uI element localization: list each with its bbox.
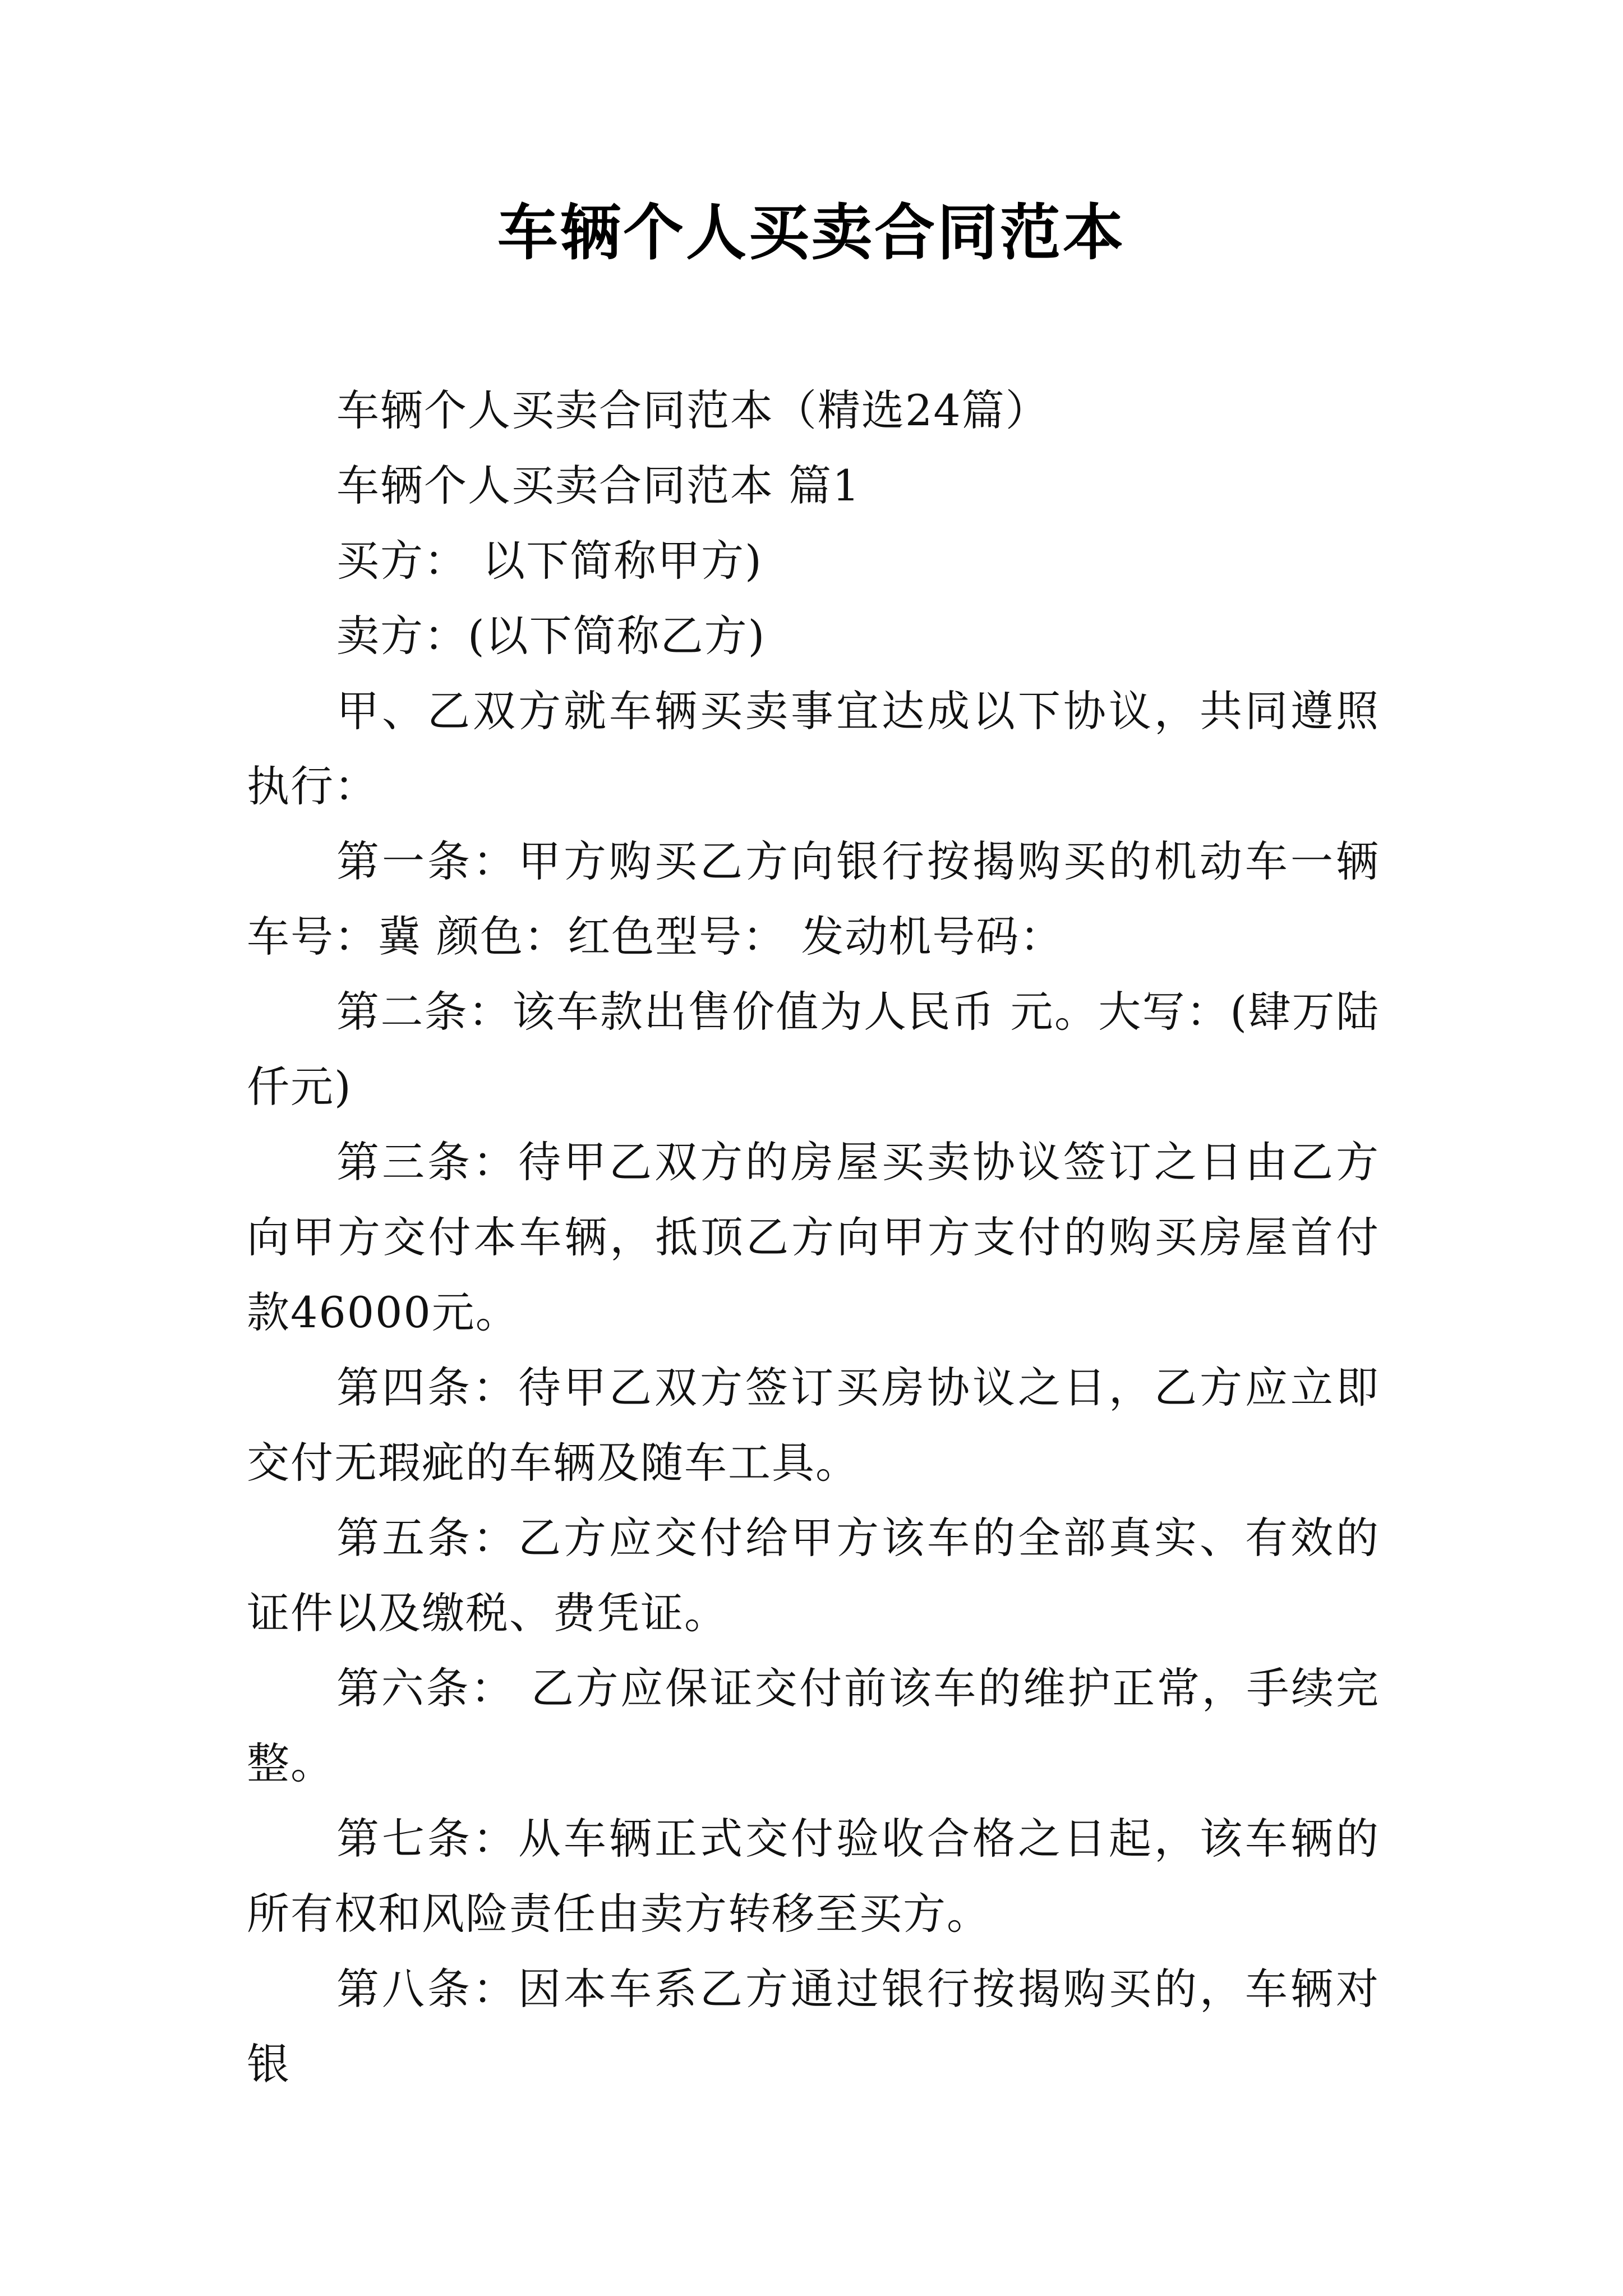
article-5-paragraph: 第五条：乙方应交付给甲方该车的全部真实、有效的证件以及缴税、费凭证。: [247, 1513, 1380, 1638]
seller-line: 卖方：(以下简称乙方): [336, 611, 766, 661]
section-heading: 车辆个人买卖合同范本 篇1: [336, 461, 861, 510]
document-title: 车辆个人买卖合同范本: [497, 197, 1126, 268]
article-4-paragraph: 第四条：待甲乙双方签订买房协议之日，乙方应立即交付无瑕疵的车辆及随车工具。: [247, 1363, 1380, 1488]
buyer-line: 买方： 以下简称甲方): [336, 536, 763, 586]
document-body: [247, 373, 1380, 2102]
article-1-paragraph: 第一条：甲方购买乙方向银行按揭购买的机动车一辆车号：冀 颜色：红色型号： 发动机号码：: [247, 836, 1380, 961]
article-8-paragraph: 第八条：因本车系乙方通过银行按揭购买的，车辆对银: [247, 1964, 1380, 2089]
subtitle-paragraph: 车辆个人买卖合同范本（精选24篇）: [336, 385, 1049, 435]
article-2-paragraph: 第二条：该车款出售价值为人民币 元。大写：(肆万陆仟元): [247, 987, 1380, 1112]
agreement-intro-paragraph: 甲、乙双方就车辆买卖事宜达成以下协议，共同遵照执行：: [247, 686, 1380, 811]
article-7-paragraph: 第七条：从车辆正式交付验收合格之日起，该车辆的所有权和风险责任由卖方转移至买方。: [247, 1814, 1380, 1939]
article-3-paragraph: 第三条：待甲乙双方的房屋买卖协议签订之日由乙方向甲方交付本车辆，抵顶乙方向甲方支付的购买房屋首付款46000元。: [247, 1137, 1380, 1337]
article-6-paragraph: 第六条： 乙方应保证交付前该车的维护正常，手续完整。: [247, 1663, 1380, 1788]
